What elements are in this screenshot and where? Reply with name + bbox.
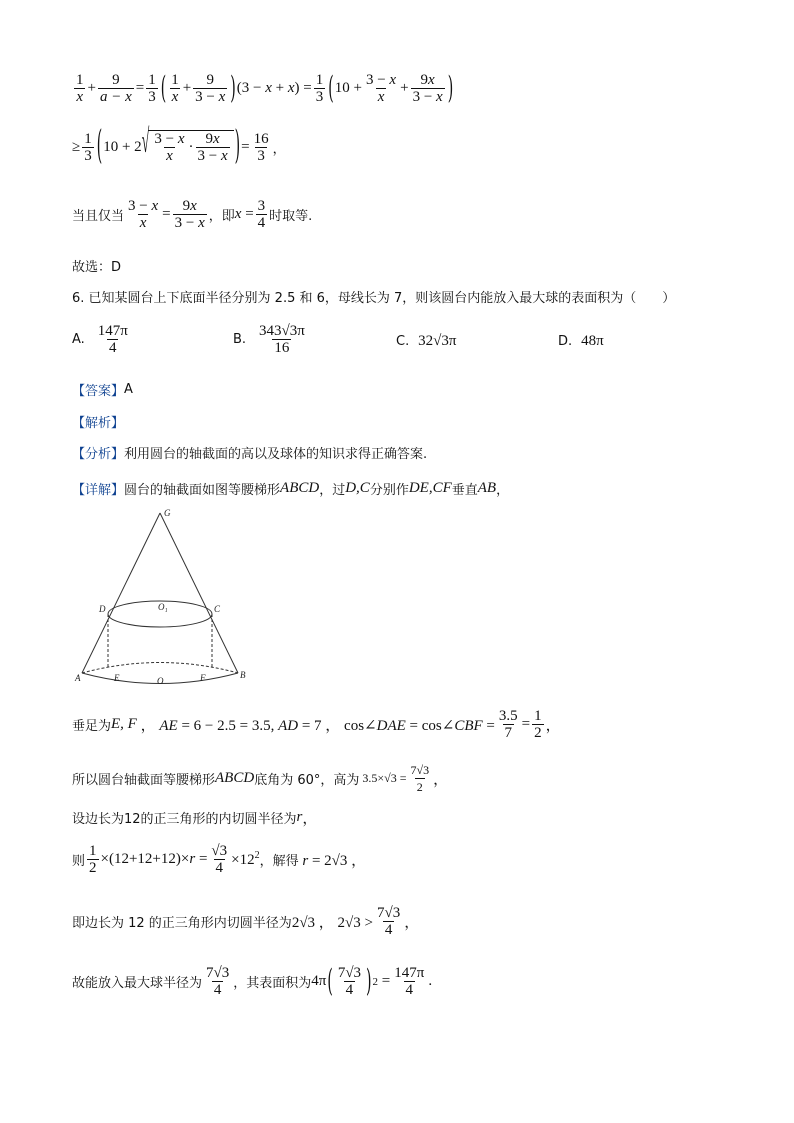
incircle-intro-line: 设边长为12的正三角形的内切圆半径为 r ， bbox=[72, 809, 318, 827]
question-6: 6. 已知某圆台上下底面半径分别为 2.5 和 6，母线长为 7，则该圆台内能放入最大球的表面积为（ ） bbox=[72, 291, 676, 306]
label-d: D bbox=[99, 604, 106, 614]
option-a: A. $\frac{147\pi}{4}$ bbox=[72, 323, 128, 356]
option-b: B. $\frac{343√3\pi}{16}$ bbox=[233, 323, 305, 356]
label-o1: O₁ bbox=[158, 602, 168, 612]
label-f: F bbox=[200, 673, 206, 683]
label-a: A bbox=[75, 673, 81, 683]
fenxi-tag: 【分析】 bbox=[72, 447, 125, 462]
label-g: G bbox=[164, 508, 171, 518]
answer-value: A bbox=[124, 382, 133, 397]
jiexi-tag: 【解析】 bbox=[72, 416, 125, 431]
xiangjie-line: 【详解】 圆台的轴截面如图等腰梯形 ABCD ，过 D,C 分别作 DE,CF 垂直 AB ， bbox=[72, 480, 510, 498]
answer-choice-line: 故选：D bbox=[72, 260, 122, 275]
answer-tag: 【答案】 bbox=[72, 384, 125, 399]
perpendicular-line: 垂足为 E, F ， AE = 6 − 2.5 = 3.5, AD = 7 ， cos∠DAE = cos∠CBF = $\frac{3.5}{7}$ = $\frac{1}{2}$ ， bbox=[72, 708, 561, 741]
label-o: O bbox=[157, 676, 164, 686]
conclusion-line: 故能放入最大球半径为 $\frac{7√3}{4}$ ，其表面积为 4π ( $\frac{7√3}{4}$ ) 2 = $\frac{147\pi}{4}$ . bbox=[72, 963, 433, 1000]
formula-line-2: ≥ $\frac{1}{3}$ ( 10 + 2 √ $\frac{3 - x}{x}$ · $\frac{9x}{3 - x}$ ) = $\frac{16}{3}$ ， bbox=[72, 124, 286, 170]
option-c: C. 32√3π bbox=[396, 333, 457, 349]
fenxi-line bbox=[72, 443, 427, 462]
label-e: E bbox=[114, 673, 120, 683]
fenxi-text: 利用圆台的轴截面的高以及球体的知识求得正确答案. bbox=[124, 447, 428, 462]
frustum-cone-figure bbox=[72, 506, 262, 690]
label-c: C bbox=[214, 604, 221, 614]
formula-line-3: 当且仅当 $\frac{3 - x}{x}$ = $\frac{9x}{3 - x}$ ，即 x = $\frac{3}{4}$ 时取等. bbox=[72, 198, 313, 231]
label-b: B bbox=[240, 670, 246, 680]
height-line: 所以圆台轴截面等腰梯形 ABCD 底角为 60°，高为 3.5×√3 = $\frac{7√3}{2}$ ， bbox=[72, 763, 449, 794]
formula-line-1: $\frac{1}{x}$ + $\frac{9}{a - x}$ = $\frac{1}{3}$ ( $\frac{1}{x}$ + $\frac{9}{3 - x}$ ) (3 − x + x) = $\frac{1}{3}$ ( 10 + $\frac{3 - x}{x}$ + $\frac{9x}{3 - x}$ ) bbox=[76, 70, 454, 107]
xiangjie-tag: 【详解】 bbox=[72, 483, 125, 498]
answer-line bbox=[72, 380, 133, 399]
incircle-equation-line: 则 $\frac{1}{2}$ ×(12+12+12)×r = $\frac{√3}{4}$ $\times 12^2$ ，解得 r = 2√3 ， bbox=[72, 843, 367, 876]
compare-line: 即边长为 12 的正三角形内切圆半径为 2√3 ， 2√3 > $\frac{7√3}{4}$ ， bbox=[72, 905, 420, 938]
option-d: D. 48π bbox=[558, 333, 604, 349]
